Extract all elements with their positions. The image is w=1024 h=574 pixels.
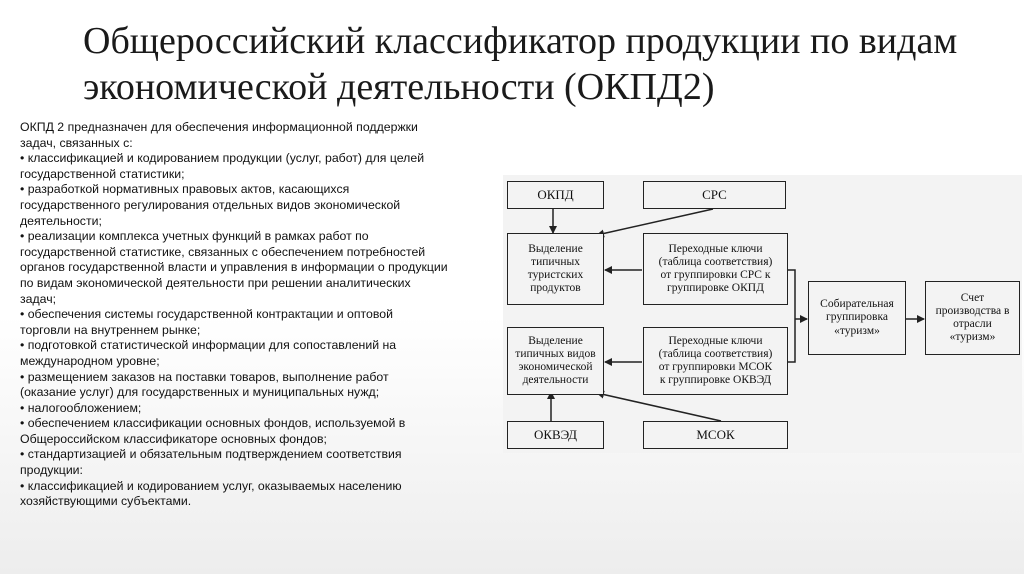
account-box — [925, 281, 1020, 355]
body-line: государственной статистики; — [20, 166, 185, 181]
body-line: задач; — [20, 291, 57, 306]
body-line: • стандартизацией и обязательным подтверждением соответствия — [20, 447, 402, 462]
account-label: Счет производства в отрасли «туризм» — [935, 291, 1010, 344]
body-line: государственной статистике, связанных с обеспечением потребностей — [20, 244, 426, 259]
body-line: хозяйствующими субъектами. — [20, 494, 192, 509]
flow-diagram — [503, 175, 1022, 453]
body-line: международном уровне; — [20, 353, 160, 368]
body-line: • подготовкой статистической информации для сопоставлений на — [20, 338, 397, 353]
msok-box — [643, 421, 788, 449]
tourism-group-box — [808, 281, 906, 355]
body-line: ОКПД 2 предназначен для обеспечения информационной поддержки — [20, 120, 418, 134]
okpd-label: ОКПД — [537, 187, 574, 203]
body-line: • обеспечения системы государственной контрактации и оптовой — [20, 307, 393, 322]
arrow-msok-to-select-activity — [597, 393, 721, 421]
body-line: деятельности; — [20, 213, 102, 228]
body-line: по видам экономической деятельности при решении аналитических — [20, 275, 411, 290]
keys-src-okpd-label: Переходные ключи (таблица соответствия) от группировки СРС к группировке ОКПД — [658, 242, 773, 295]
body-line: продукции: — [20, 463, 83, 478]
connector-keys-to-group — [788, 270, 795, 362]
body-line: • обеспечением классификации основных фондов, используемой в — [20, 416, 406, 431]
body-line: торговли на внутреннем рынке; — [20, 322, 201, 337]
slide-title: Общероссийский классификатор продукции по видам экономической деятельности (ОКПД2) — [83, 20, 958, 108]
msok-label: МСОК — [696, 427, 735, 443]
body-line: задач, связанных с: — [20, 135, 133, 150]
body-line: • разработкой нормативных правовых актов, касающихся — [20, 182, 350, 197]
keys-msok-okved-label: Переходные ключи (таблица соответствия) от группировки МСОК к группировке ОКВЭД — [658, 334, 773, 387]
arrow-src-to-select-tourist — [597, 209, 713, 235]
body-line: органов государственной власти и управления в информации о продукции — [20, 260, 448, 275]
okpd-box — [507, 181, 604, 209]
body-line: Общероссийском классификаторе основных фондов; — [20, 431, 327, 446]
body-line: (оказание услуг) для государственных и муниципальных нужд; — [20, 385, 380, 400]
select-activity-box — [507, 327, 604, 395]
select-tourist-products-box — [507, 233, 604, 305]
body-line: • реализации комплекса учетных функций в рамках работ по — [20, 229, 369, 244]
body-line: государственного регулирования отдельных видов экономической — [20, 197, 401, 212]
keys-msok-okved-box — [643, 327, 788, 395]
body-line: • налогообложением; — [20, 400, 142, 415]
okved-label: ОКВЭД — [533, 427, 578, 443]
slide-body-text — [20, 120, 502, 510]
body-line: • размещением заказов на поставки товаров, выполнение работ — [20, 369, 389, 384]
body-line: • классификацией и кодированием услуг, оказываемых населению — [20, 478, 402, 493]
select-tourist-products-label: Выделение типичных туристских продуктов — [527, 242, 584, 295]
src-box — [643, 181, 786, 209]
body-line: • классификацией и кодированием продукции (услуг, работ) для целей — [20, 151, 425, 166]
src-label: СРС — [702, 187, 727, 203]
okved-box — [507, 421, 604, 449]
keys-src-okpd-box — [643, 233, 788, 305]
select-activity-label: Выделение типичных видов экономической деятельности — [515, 334, 596, 387]
tourism-group-label: Собирательная группировка «туризм» — [820, 298, 894, 337]
